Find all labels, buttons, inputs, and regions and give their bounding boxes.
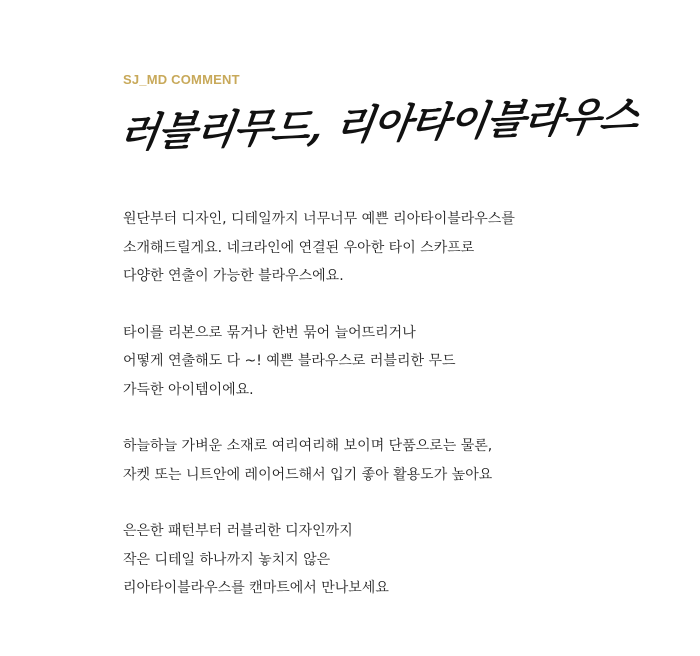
text-line: 하늘하늘 가벼운 소재로 여리여리해 보이며 단품으로는 물론, — [123, 438, 493, 454]
text-line: 가득한 아이템이에요. — [123, 381, 254, 398]
text-line: 어떻게 연출해도 다 ~! 예쁜 블라우스로 러블리한 무드 — [123, 353, 456, 369]
text-line: 작은 디테일 하나까지 놓치지 않은 — [123, 551, 331, 568]
paragraph — [123, 319, 663, 405]
comment-title: 러블리무드, 리아타이블라우스 — [116, 92, 642, 157]
text-line: 타이를 리본으로 묶거나 한번 묶어 늘어뜨리거나 — [123, 324, 416, 341]
paragraph — [123, 432, 663, 489]
comment-label: SJ_MD COMMENT — [123, 72, 240, 87]
paragraph — [123, 517, 663, 603]
text-line: 소개해드릴게요. 네크라인에 연결된 우아한 타이 스카프로 — [123, 239, 475, 256]
text-line: 은은한 패턴부터 러블리한 디자인까지 — [123, 523, 353, 539]
text-line: 원단부터 디자인, 디테일까지 너무너무 예쁜 리아타이블라우스를 — [123, 211, 515, 227]
comment-body — [123, 205, 663, 631]
text-line: 자켓 또는 니트안에 레이어드해서 입기 좋아 활용도가 높아요 — [123, 466, 493, 483]
text-line: 다양한 연출이 가능한 블라우스에요. — [123, 268, 344, 284]
text-line: 리아타이블라우스를 캔마트에서 만나보세요 — [123, 580, 389, 596]
paragraph — [123, 205, 663, 291]
